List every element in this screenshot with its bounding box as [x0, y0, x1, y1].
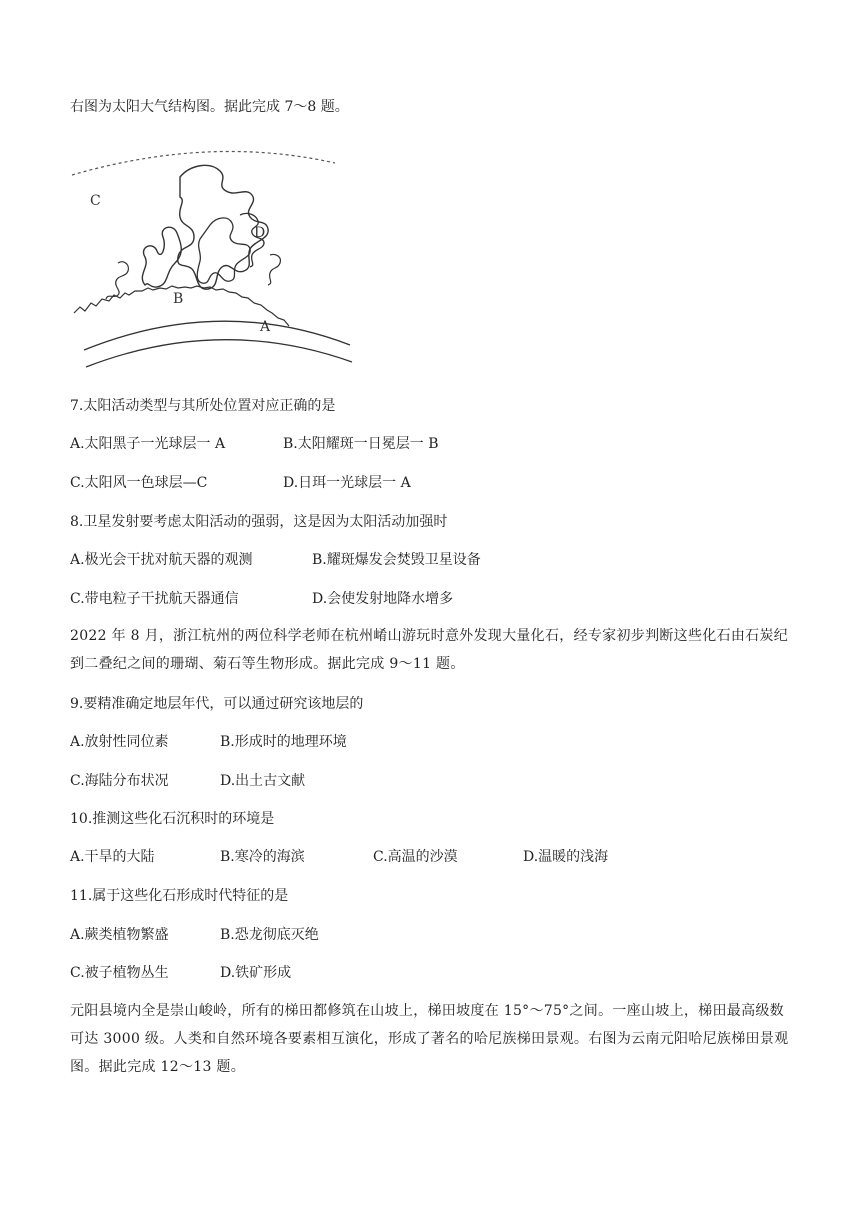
- intro-questions-9-11: 2022 年 8 月，浙江杭州的两位科学老师在杭州崤山游玩时意外发现大量化石，经专家初步判断这些化石由石炭纪到二叠纪之间的珊瑚、菊石等生物形成。据此完成 9～11 题。: [70, 628, 789, 672]
- question-7-option-d: D.日珥一光球层一 A: [283, 475, 411, 491]
- question-10-stem: 10.推测这些化石沉积时的环境是: [70, 811, 275, 827]
- question-9-option-d: D.出土古文献: [220, 773, 306, 789]
- intro-questions-7-8: 右图为太阳大气结构图。据此完成 7～8 题。: [70, 99, 349, 115]
- question-7-option-b: B.太阳耀斑一日冕层一 B: [283, 436, 439, 452]
- question-10-option-b: B.寒冷的海滨: [220, 849, 305, 865]
- label-c: C: [90, 193, 101, 209]
- solar-atmosphere-structure-figure: [70, 145, 360, 375]
- question-7-option-c: C.太阳风一色球层—C: [70, 475, 208, 491]
- question-9-stem: 9.要精准确定地层年代，可以通过研究该地层的: [70, 696, 364, 712]
- question-11-option-b: B.恐龙彻底灭绝: [220, 927, 319, 943]
- question-9-option-a: A.放射性同位素: [70, 734, 169, 750]
- intro-questions-12-13: 元阳县境内全是崇山峻岭，所有的梯田都修筑在山坡上，梯田坡度在 15°～75°之间。一座山坡上，梯田最高级数可达 3000 级。人类和自然环境各要素相互演化，形成了著名的哈尼族梯田景观。右图为云南元阳哈尼族梯田景观图。据此完成 12～13 题。: [70, 1003, 789, 1075]
- question-8-option-d: D.会使发射地降水增多: [312, 591, 454, 607]
- question-11-option-d: D.铁矿形成: [220, 965, 292, 981]
- question-11-stem: 11.属于这些化石形成时代特征的是: [70, 888, 289, 904]
- question-8-option-b: B.耀斑爆发会焚毁卫星设备: [312, 552, 481, 568]
- question-7-stem: 7.太阳活动类型与其所处位置对应正确的是: [70, 398, 336, 414]
- question-10-option-d: D.温暖的浅海: [523, 849, 609, 865]
- label-b: B: [173, 291, 184, 307]
- label-a: A: [260, 319, 271, 335]
- question-11-option-a: A.蕨类植物繁盛: [70, 927, 169, 943]
- question-8-option-c: C.带电粒子干扰航天器通信: [70, 591, 239, 607]
- question-10-option-c: C.高温的沙漠: [373, 849, 458, 865]
- question-9-option-c: C.海陆分布状况: [70, 773, 169, 789]
- question-9-option-b: B.形成时的地理环境: [220, 734, 347, 750]
- question-7-option-a: A.太阳黑子一光球层一 A: [70, 436, 226, 452]
- question-8-stem: 8.卫星发射要考虑太阳活动的强弱，这是因为太阳活动加强时: [70, 514, 448, 530]
- question-8-option-a: A.极光会干扰对航天器的观测: [70, 552, 253, 568]
- label-d: D: [254, 225, 266, 241]
- question-10-option-a: A.干旱的大陆: [70, 849, 155, 865]
- question-11-option-c: C.被子植物丛生: [70, 965, 169, 981]
